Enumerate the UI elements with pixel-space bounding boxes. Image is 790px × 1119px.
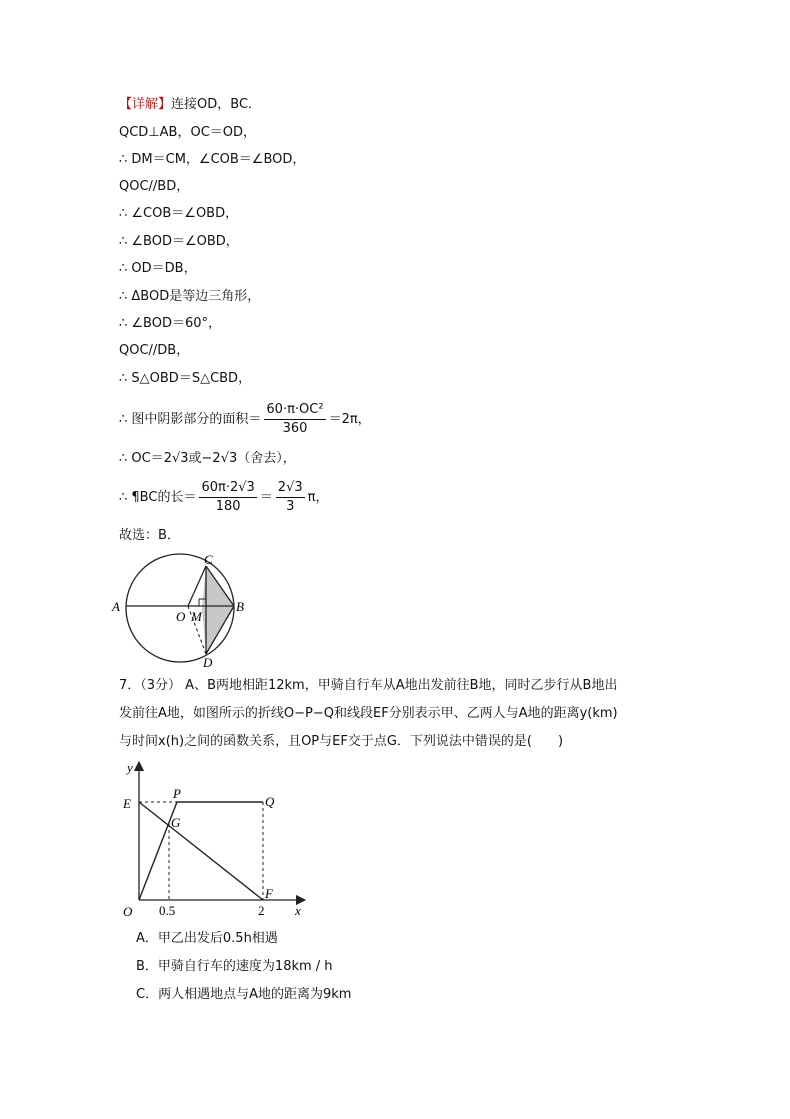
circle-figure bbox=[110, 550, 260, 672]
solution-line-1-text: 连接OD，BC． bbox=[171, 97, 262, 112]
question-line-1: 7．（3分） A、B两地相距12km，甲骑自行车从A地出发前往B地，同时乙步行从B地出 bbox=[119, 678, 618, 693]
arc-denominator-2: 3 bbox=[286, 499, 295, 514]
shaded-region bbox=[202, 566, 234, 654]
oc-line: ∴ OC＝2√3或−2√3（舍去）， bbox=[119, 451, 296, 466]
question-line-3: 与时间x(h)之间的函数关系，且OP与EF交于点G．下列说法中错误的是( ) bbox=[119, 734, 564, 749]
solution-line-10: QOC//DB， bbox=[119, 343, 190, 358]
label-f: F bbox=[265, 886, 273, 901]
area-denominator: 360 bbox=[282, 421, 308, 436]
solution-line-11: ∴ S△OBD＝S△CBD， bbox=[119, 371, 252, 386]
area-fraction bbox=[264, 401, 325, 438]
label-o: O bbox=[176, 609, 186, 624]
solution-line-5: ∴ ∠COB＝∠OBD， bbox=[119, 206, 239, 221]
arc-denominator: 180 bbox=[215, 499, 241, 514]
label-a: A bbox=[112, 599, 120, 614]
area-prefix: ∴ 图中阴影部分的面积＝ bbox=[119, 412, 262, 427]
label-b: B bbox=[236, 599, 244, 614]
graph-figure bbox=[115, 758, 315, 923]
label-e: E bbox=[123, 796, 131, 811]
solution-heading: 【详解】 bbox=[119, 97, 172, 112]
option-c: C．两人相遇地点与A地的距离为9km bbox=[136, 987, 352, 1002]
arc-suffix: π， bbox=[307, 490, 329, 505]
label-x: x bbox=[295, 903, 301, 918]
solution-line-1 bbox=[119, 95, 261, 115]
area-numerator: 60·π·OC² bbox=[264, 401, 325, 420]
label-origin: O bbox=[123, 904, 133, 919]
tick-0-5: 0.5 bbox=[159, 903, 176, 918]
solution-line-6: ∴ ∠BOD＝∠OBD， bbox=[119, 234, 239, 249]
arc-numerator-2: 2√3 bbox=[276, 479, 305, 498]
arc-fraction-1 bbox=[199, 479, 256, 516]
solution-line-9: ∴ ∠BOD＝60°， bbox=[119, 316, 222, 331]
solution-line-3: ∴ DM＝CM，∠COB＝∠BOD， bbox=[119, 152, 306, 167]
solution-line-7: ∴ OD＝DB， bbox=[119, 261, 197, 276]
answer-line: 故选：B． bbox=[119, 528, 180, 543]
label-q: Q bbox=[265, 794, 275, 809]
solution-line-2: QCD⊥AB，OC＝OD， bbox=[119, 125, 257, 140]
arc-prefix: ∴ ¶BC的长＝ bbox=[119, 490, 197, 505]
solution-line-4: QOC//BD， bbox=[119, 179, 190, 194]
arc-equals: ＝ bbox=[259, 490, 273, 505]
label-y: y bbox=[127, 760, 133, 775]
label-g: G bbox=[171, 815, 181, 830]
arc-numerator: 60π·2√3 bbox=[199, 479, 256, 498]
label-c: C bbox=[204, 552, 213, 567]
area-line bbox=[119, 401, 371, 438]
option-a: A．甲乙出发后0.5h相遇 bbox=[136, 931, 278, 946]
tick-2: 2 bbox=[258, 903, 265, 918]
arc-line bbox=[119, 479, 328, 516]
label-p: P bbox=[173, 786, 181, 801]
option-b: B．甲骑自行车的速度为18km / h bbox=[136, 959, 333, 974]
question-line-2: 发前往A地，如图所示的折线O−P−Q和线段EF分别表示甲、乙两人与A地的距离y(km) bbox=[119, 706, 618, 721]
arc-fraction-2 bbox=[276, 479, 305, 516]
area-result: ＝2π， bbox=[328, 412, 371, 427]
label-m: M bbox=[191, 609, 202, 624]
solution-line-8: ∴ ΔBOD是等边三角形， bbox=[119, 289, 261, 304]
label-d: D bbox=[203, 655, 213, 670]
